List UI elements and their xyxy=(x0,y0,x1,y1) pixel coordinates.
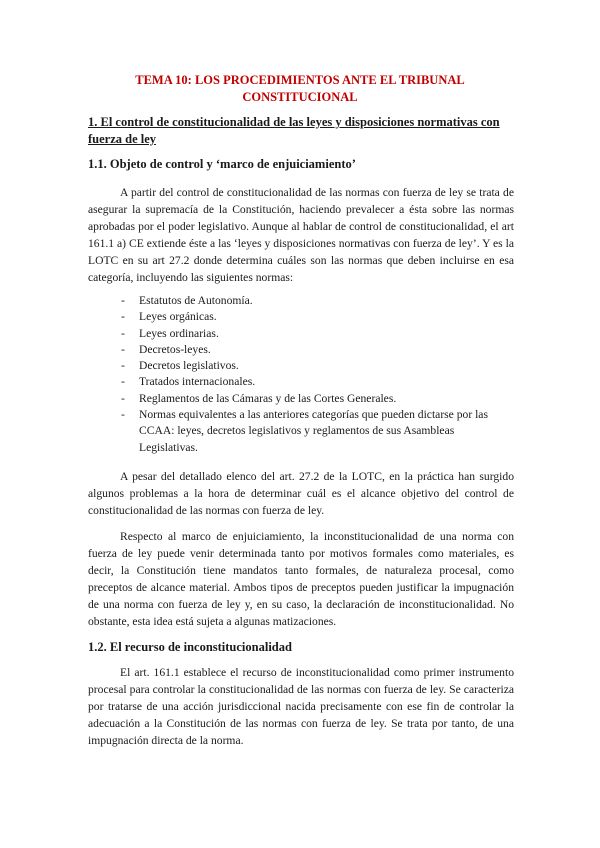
paragraph-marco xyxy=(88,528,514,630)
list-item-text: Decretos-leyes. xyxy=(139,342,211,356)
section-1-heading: 1. El control de constitucionalidad de las leyes y disposiciones normativas con fuerza de ley xyxy=(88,115,500,146)
list-marker: - xyxy=(121,326,125,340)
list-item-text: Normas equivalentes a las anteriores categorías que pueden dictarse por las CCAA: leyes, decretos legislativos y reglamentos de sus Asambleas Legislativas. xyxy=(139,408,488,454)
subsection-1-1-heading: 1.1. Objeto de control y ‘marco de enjuiciamiento’ xyxy=(88,157,356,171)
list-item xyxy=(88,326,514,342)
list-item-text: Decretos legislativos. xyxy=(139,359,239,373)
norms-list xyxy=(88,293,514,456)
list-item xyxy=(88,293,514,309)
list-item xyxy=(88,374,514,390)
list-marker: - xyxy=(121,375,125,389)
list-item-text: Tratados internacionales. xyxy=(139,375,256,389)
list-item xyxy=(88,309,514,325)
paragraph-recurso-text: El art. 161.1 establece el recurso de inconstitucionalidad como primer instrumento procesal para controlar la constitucionalidad de las normas con fuerza de ley. Se caracteriza por tratarse de una acción jurisdiccional nacida precisamente con ese fin de controlar la adecuación a la Constitución de las normas con fuerza de ley. Se trata por tanto, de una impugnación directa de la norma. xyxy=(88,666,514,747)
list-marker: - xyxy=(121,408,125,422)
list-item xyxy=(88,407,514,456)
list-marker: - xyxy=(121,310,125,324)
paragraph-elenco-text: A pesar del detallado elenco del art. 27.2 de la LOTC, en la práctica han surgido algunos problemas a la hora de determinar cuál es el alcance objetivo del control de constitucionalidad de las normas con fuerza de ley. xyxy=(88,470,514,517)
list-item-text: Leyes orgánicas. xyxy=(139,310,217,324)
list-item-text: Reglamentos de las Cámaras y de las Cortes Generales. xyxy=(139,391,397,405)
paragraph-elenco xyxy=(88,468,514,519)
paragraph-recurso xyxy=(88,664,514,749)
list-item xyxy=(88,391,514,407)
list-item xyxy=(88,342,514,358)
list-item-text: Leyes ordinarias. xyxy=(139,326,219,340)
list-marker: - xyxy=(121,359,125,373)
paragraph-marco-text: Respecto al marco de enjuiciamiento, la inconstitucionalidad de una norma con fuerza de ley puede venir determinada tanto por motivos formales como materiales, es decir, la Constitución tiene mandatos tanto formales, de naturaleza procesal, como preceptos de alcance material. Ambos tipos de preceptos pueden justificar la impugnación de una norma con fuerza de ley y, en su caso, la declaración de inconstitucionalidad. No obstante, esta idea está sujeta a algunas matizaciones. xyxy=(88,530,514,628)
paragraph-intro-text: A partir del control de constitucionalidad de las normas con fuerza de ley se trata de asegurar la supremacía de la Constitución, haciendo prevalecer a ésta sobre las normas aprobadas por el poder legislativo. Aunque al hablar de control de constitucionalidad, el art 161.1 a) CE extiende éste a las ‘leyes y disposiciones normativas con fuerza de ley’. Y es la LOTC en su art 27.2 donde determina cuáles son las normas que deben incluirse en esa categoría, incluyendo las siguientes normas: xyxy=(88,186,514,284)
list-item-text: Estatutos de Autonomía. xyxy=(139,294,253,307)
document-title: TEMA 10: LOS PROCEDIMIENTOS ANTE EL TRIBUNAL CONSTITUCIONAL xyxy=(135,73,465,104)
list-item xyxy=(88,358,514,374)
list-marker: - xyxy=(121,391,125,405)
paragraph-intro xyxy=(88,184,514,286)
subsection-1-2-heading: 1.2. El recurso de inconstitucionalidad xyxy=(88,640,292,654)
list-marker: - xyxy=(121,342,125,356)
list-marker: - xyxy=(121,294,125,307)
